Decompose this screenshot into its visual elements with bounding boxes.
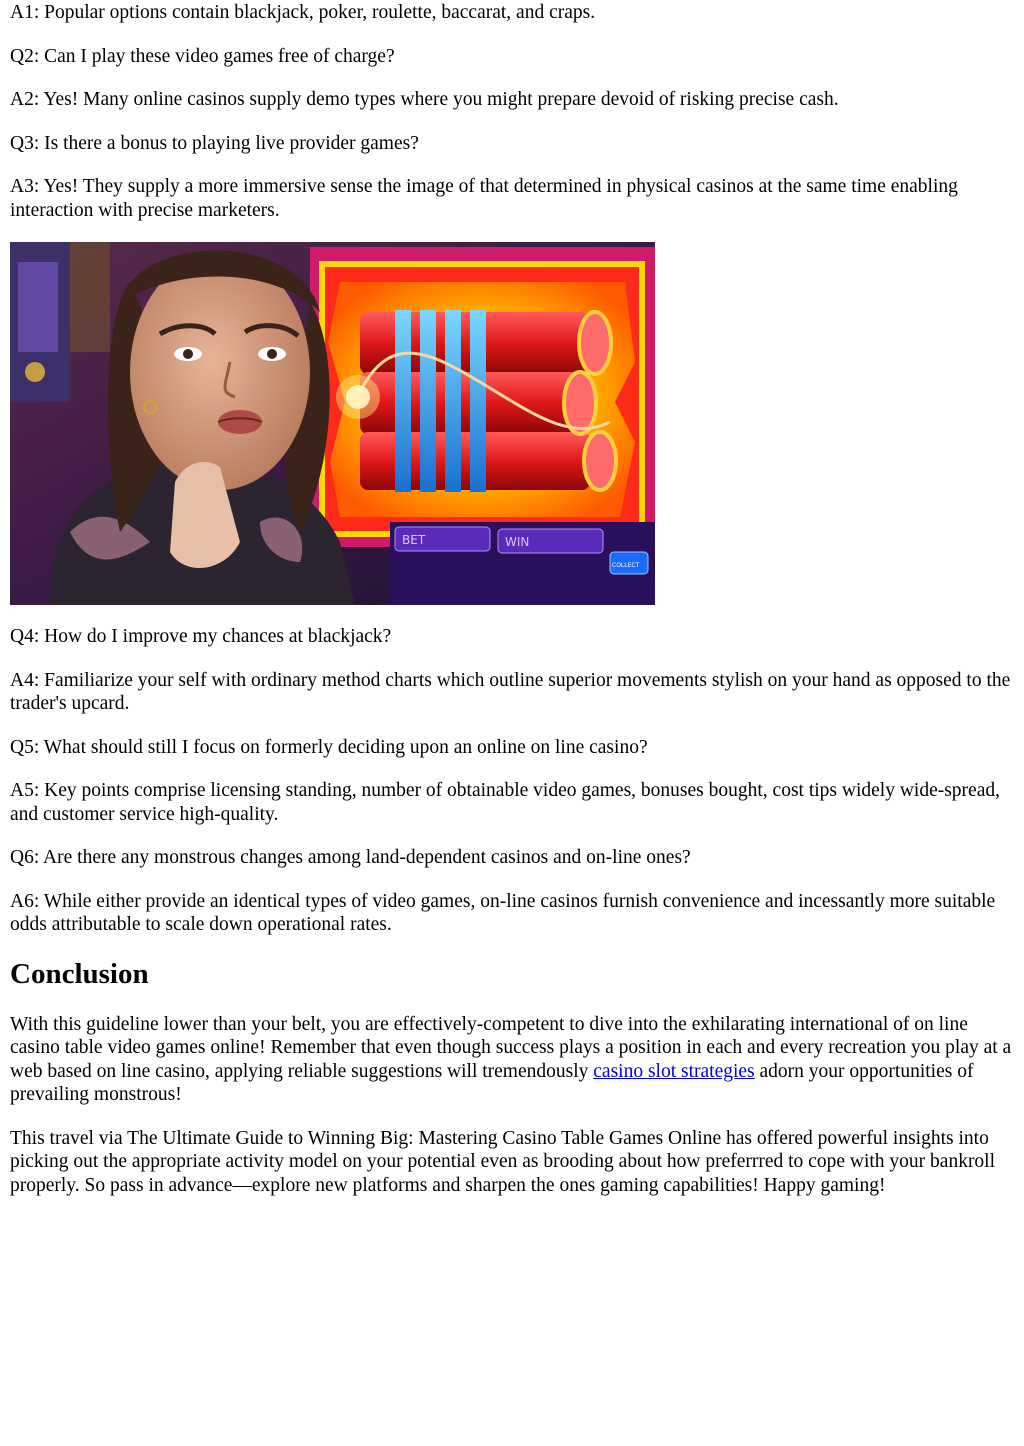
conclusion-text-before-link: With this guideline lower than your belt, you are effectively-competent to dive into the exhilarating international of on line casino table video games online! Remember that even though success plays a position in each and every recreation you play at a web based on line casino, applying reliable suggestions will tremendously — [10, 1013, 1012, 1082]
answer-5: A5: Key points comprise licensing standing, number of obtainable video games, bonuses bought, cost tips widely wide-spread, and customer service high-quality. — [10, 780, 1000, 825]
casino-slot-strategies-link[interactable]: casino slot strategies — [593, 1060, 755, 1082]
question-3: Q3: Is there a bonus to playing live provider games? — [10, 132, 419, 154]
answer-4: A4: Familiarize your self with ordinary method charts which outline superior movements stylish on your hand as opposed to the trader's upcard. — [10, 669, 1011, 714]
conclusion-paragraph-1 — [10, 1013, 1016, 1107]
slot-collect-label: COLLECT — [612, 562, 640, 569]
answer-2: A2: Yes! Many online casinos supply demo types where you might prepare devoid of risking precise cash. — [10, 89, 839, 110]
conclusion-text-after-link: adorn your opportunities of prevailing monstrous! — [10, 1060, 974, 1105]
question-6: Q6: Are there any monstrous changes among land-dependent casinos and on-line ones? — [10, 847, 691, 868]
answer-1: A1: Popular options contain blackjack, poker, roulette, baccarat, and craps. — [10, 2, 596, 23]
question-5: Q5: What should still I focus on formerly deciding upon an online on line casino? — [10, 736, 648, 758]
question-4: Q4: How do I improve my chances at blackjack? — [10, 626, 392, 647]
article — [10, 0, 1016, 1197]
answer-3: A3: Yes! They supply a more immersive sense the image of that determined in physical casinos at the same time enabling interaction with precise marketers. — [10, 176, 958, 221]
slot-win-label: WIN — [505, 535, 530, 549]
slot-bet-label: BET — [402, 533, 426, 547]
conclusion-paragraph-2: This travel via The Ultimate Guide to Winning Big: Mastering Casino Table Games Online has offered powerful insights into picking out the appropriate activity model on your potential even as brooding about how preferrred to cope with your bankroll properly. So pass in advance—explore new platforms and sharpen the ones gaming capabilities! Happy gaming! — [10, 1127, 996, 1196]
answer-6: A6: While either provide an identical types of video games, on-line casinos furnish convenience and incessantly more suitable odds attributable to scale down operational rates. — [10, 890, 996, 935]
casino-photo — [10, 242, 655, 605]
question-2: Q2: Can I play these video games free of charge? — [10, 45, 395, 67]
conclusion-heading: Conclusion — [10, 957, 149, 990]
